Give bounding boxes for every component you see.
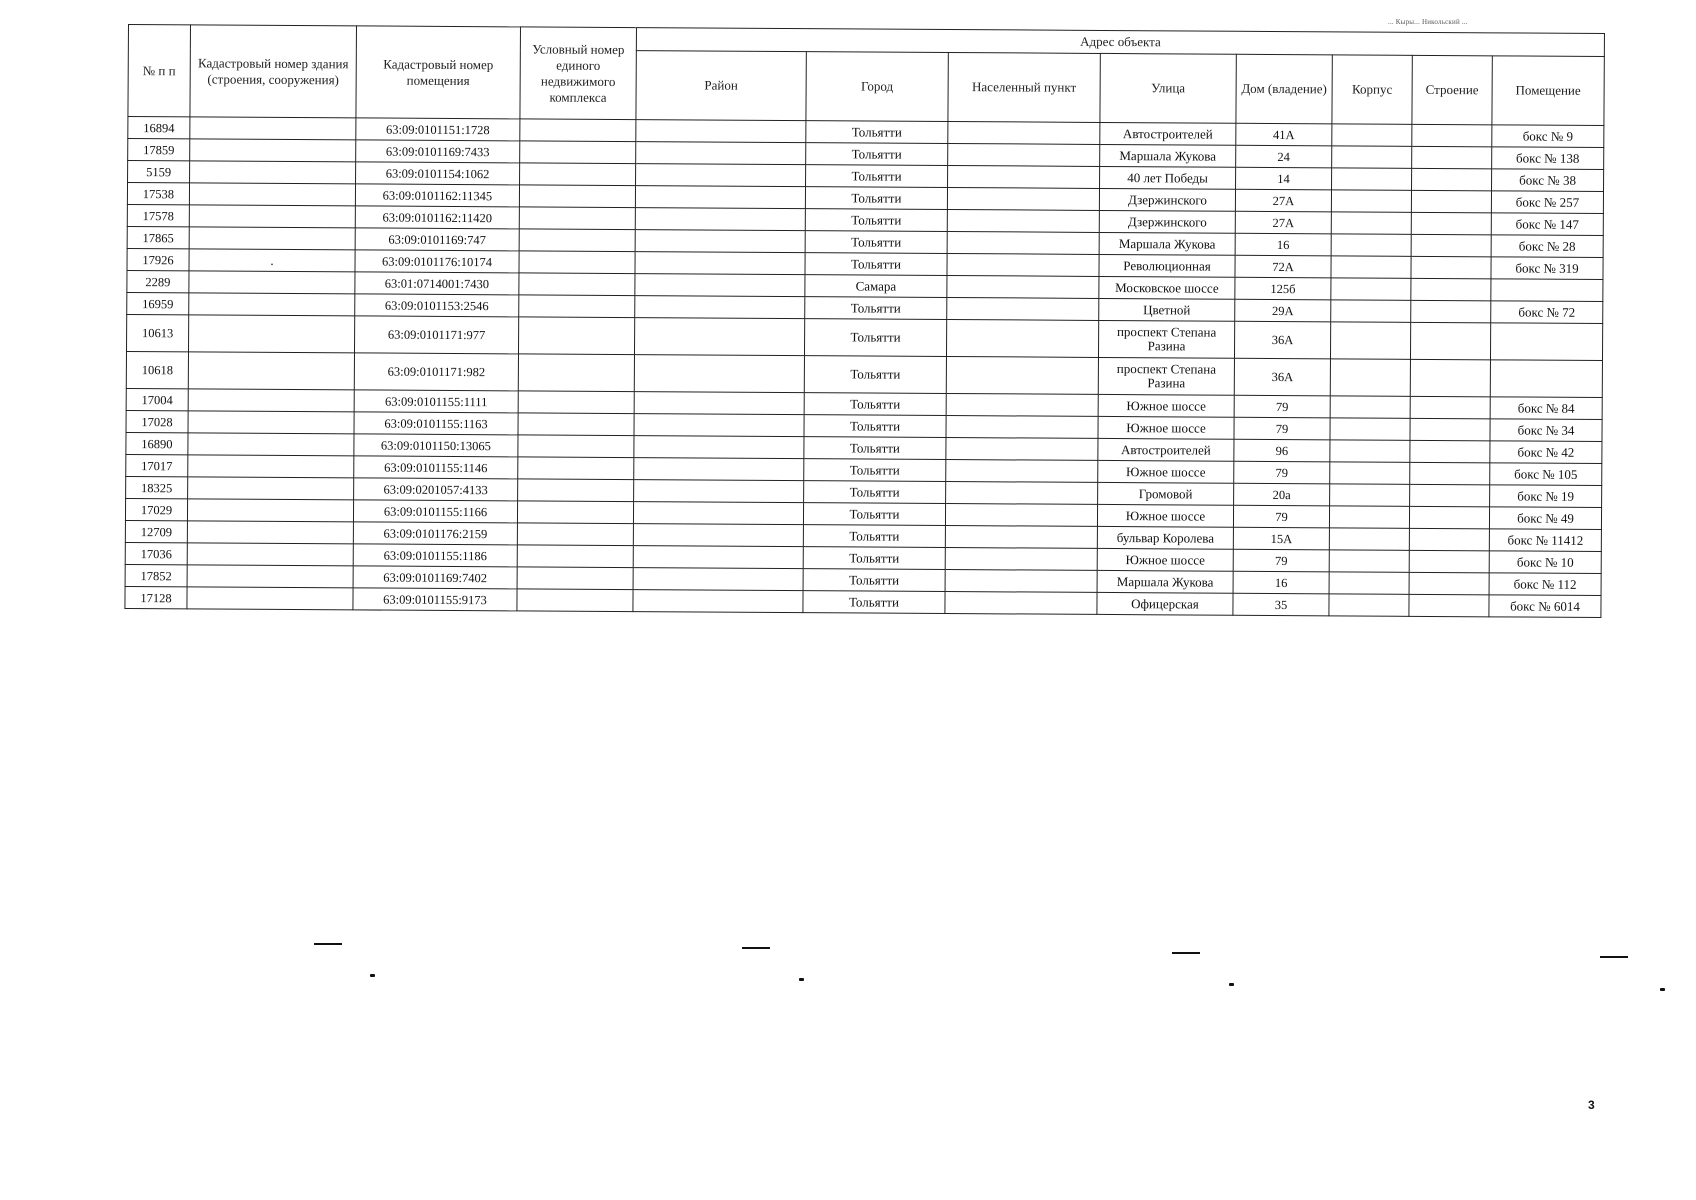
cell-conditional-number <box>518 435 634 458</box>
cell-house: 27А <box>1235 211 1331 234</box>
cell-district <box>633 546 803 569</box>
cell-building-cadastral <box>189 271 355 294</box>
cell-premises: бокс № 319 <box>1491 257 1603 280</box>
cell-city: Тольятти <box>806 121 948 144</box>
cell-city: Тольятти <box>804 393 946 416</box>
cell-house: 79 <box>1233 505 1329 528</box>
cell-conditional-number <box>519 207 635 230</box>
col-header-premises-cadastral: Кадастровый номер помещения <box>356 26 521 119</box>
cell-house: 79 <box>1234 461 1330 484</box>
table-body <box>125 117 1604 618</box>
cell-house: 16 <box>1235 233 1331 256</box>
cell-premises: бокс № 6014 <box>1489 595 1601 618</box>
cell-structure <box>1412 146 1492 168</box>
cell-locality <box>946 394 1098 417</box>
cell-structure <box>1409 528 1489 550</box>
cell-structure <box>1411 278 1491 300</box>
cell-premises: бокс № 112 <box>1489 573 1601 596</box>
cell-house: 72А <box>1235 255 1331 278</box>
cell-street: Автостроителей <box>1098 438 1234 461</box>
cell-street: Автостроителей <box>1100 122 1236 145</box>
cell-num: 16894 <box>128 117 190 139</box>
cell-city: Тольятти <box>804 319 946 357</box>
cell-house: 27А <box>1235 189 1331 212</box>
col-header-street: Улица <box>1100 53 1236 123</box>
cell-structure <box>1410 396 1490 418</box>
cell-korpus <box>1332 124 1412 146</box>
cell-conditional-number <box>519 295 635 318</box>
cell-district <box>633 524 803 547</box>
cell-locality <box>945 504 1097 527</box>
cell-locality <box>947 210 1099 233</box>
cell-city: Тольятти <box>806 165 948 188</box>
cell-structure <box>1410 462 1490 484</box>
cell-district <box>633 590 803 613</box>
page-number: 3 <box>1588 1098 1595 1112</box>
cell-locality <box>947 276 1099 299</box>
col-header-structure: Строение <box>1412 55 1492 124</box>
cell-num: 17859 <box>128 139 190 161</box>
cell-premises-cadastral: 63:09:0101162:11420 <box>355 206 519 229</box>
cell-conditional-number <box>518 391 634 414</box>
cell-korpus <box>1331 256 1411 278</box>
scanned-page <box>124 24 1604 618</box>
cell-house: 14 <box>1236 167 1332 190</box>
cell-premises: бокс № 138 <box>1492 147 1604 170</box>
cell-korpus <box>1331 278 1411 300</box>
cell-premises <box>1491 279 1603 302</box>
cell-korpus <box>1329 550 1409 572</box>
cell-district <box>634 436 804 459</box>
cell-house: 79 <box>1234 417 1330 440</box>
cell-building-cadastral: . <box>189 249 355 272</box>
cell-structure <box>1410 418 1490 440</box>
cell-district <box>635 230 805 253</box>
cell-num: 17017 <box>126 454 188 476</box>
cell-locality <box>947 298 1099 321</box>
cell-locality <box>945 570 1097 593</box>
cell-conditional-number <box>517 589 633 612</box>
cell-street: 40 лет Победы <box>1100 166 1236 189</box>
cell-street: Южное шоссе <box>1097 504 1233 527</box>
cell-conditional-number <box>519 273 635 296</box>
cell-locality <box>948 122 1100 145</box>
col-header-num: № п п <box>128 25 191 117</box>
cell-locality <box>945 548 1097 571</box>
cell-conditional-number <box>518 413 634 436</box>
cell-building-cadastral <box>190 139 356 162</box>
cell-num: 17852 <box>125 564 187 586</box>
cell-korpus <box>1329 572 1409 594</box>
cell-house: 125б <box>1235 277 1331 300</box>
cell-district <box>636 120 806 143</box>
cell-korpus <box>1332 168 1412 190</box>
cell-locality <box>947 232 1099 255</box>
col-header-district: Район <box>636 51 806 121</box>
cell-district <box>634 392 804 415</box>
scan-artifact-dot <box>1660 988 1665 991</box>
scan-artifact-dash <box>1600 956 1628 958</box>
cell-street: Маршала Жукова <box>1097 570 1233 593</box>
cell-district <box>635 296 805 319</box>
scan-artifact-dash <box>742 947 770 949</box>
cell-premises: бокс № 49 <box>1489 507 1601 530</box>
cell-city: Самара <box>805 275 947 298</box>
cell-building-cadastral <box>187 543 353 566</box>
cell-city: Тольятти <box>805 187 947 210</box>
cell-korpus <box>1331 300 1411 322</box>
cell-city: Тольятти <box>805 231 947 254</box>
cell-premises: бокс № 105 <box>1490 463 1602 486</box>
cell-structure <box>1412 168 1492 190</box>
cell-premises-cadastral: 63:09:0101153:2546 <box>355 294 519 317</box>
cell-building-cadastral <box>189 227 355 250</box>
cell-district <box>634 458 804 481</box>
cell-num: 17865 <box>127 226 189 248</box>
cell-house: 24 <box>1236 145 1332 168</box>
cell-premises: бокс № 42 <box>1490 441 1602 464</box>
cell-building-cadastral <box>187 565 353 588</box>
cell-premises-cadastral: 63:09:0101169:7402 <box>353 566 517 589</box>
cell-num: 17028 <box>126 410 188 432</box>
cell-conditional-number <box>517 523 633 546</box>
cell-premises: бокс № 38 <box>1492 169 1604 192</box>
cell-num: 16959 <box>127 292 189 314</box>
col-header-korpus: Корпус <box>1332 55 1412 124</box>
cell-premises: бокс № 147 <box>1491 213 1603 236</box>
cell-building-cadastral <box>188 411 354 434</box>
cell-street: Революционная <box>1099 254 1235 277</box>
cell-korpus <box>1332 146 1412 168</box>
cell-city: Тольятти <box>803 591 945 614</box>
cell-building-cadastral <box>187 499 353 522</box>
cell-building-cadastral <box>188 433 354 456</box>
cell-korpus <box>1331 234 1411 256</box>
cell-building-cadastral <box>188 477 354 500</box>
cell-street: Южное шоссе <box>1098 416 1234 439</box>
cell-conditional-number <box>518 457 634 480</box>
cell-city: Тольятти <box>804 459 946 482</box>
cell-street: Южное шоссе <box>1098 394 1234 417</box>
cell-korpus <box>1330 359 1410 396</box>
cell-num: 16890 <box>126 432 188 454</box>
col-header-city: Город <box>806 52 948 122</box>
cell-city: Тольятти <box>804 415 946 438</box>
cell-building-cadastral <box>190 161 356 184</box>
header-note: ... Кыры... Никольский ... <box>1388 18 1468 26</box>
cell-house: 41А <box>1236 123 1332 146</box>
cell-building-cadastral <box>189 183 355 206</box>
cell-premises-cadastral: 63:09:0101155:1186 <box>353 544 517 567</box>
cell-street: Маршала Жукова <box>1099 232 1235 255</box>
col-header-conditional-number: Условный номер единого недвижимого комплекса <box>520 27 637 120</box>
cell-street: Офицерская <box>1097 592 1233 615</box>
cell-korpus <box>1330 418 1410 440</box>
cell-premises-cadastral: 63:09:0101171:977 <box>354 316 518 354</box>
cell-korpus <box>1330 462 1410 484</box>
cell-street: Маршала Жукова <box>1100 144 1236 167</box>
cell-premises: бокс № 34 <box>1490 419 1602 442</box>
cell-structure <box>1411 300 1491 322</box>
cell-city: Тольятти <box>803 547 945 570</box>
cell-num: 18325 <box>126 476 188 498</box>
cell-num: 17029 <box>125 498 187 520</box>
col-header-address-group: Адрес объекта <box>636 28 1604 57</box>
cell-korpus <box>1330 396 1410 418</box>
cell-conditional-number <box>519 229 635 252</box>
cell-street: проспект Степана Разина <box>1098 357 1234 395</box>
cell-building-cadastral <box>189 293 355 316</box>
cell-structure <box>1410 484 1490 506</box>
cell-locality <box>946 438 1098 461</box>
scan-artifact-dash <box>1172 952 1200 954</box>
cell-premises-cadastral: 63:09:0101155:9173 <box>353 588 517 611</box>
cell-building-cadastral <box>188 389 354 412</box>
cell-street: Дзержинского <box>1099 188 1235 211</box>
cell-city: Тольятти <box>806 143 948 166</box>
cell-structure <box>1409 550 1489 572</box>
cell-premises-cadastral: 63:09:0101169:747 <box>355 228 519 251</box>
cell-locality <box>947 254 1099 277</box>
cell-district <box>635 208 805 231</box>
cell-num: 17036 <box>125 542 187 564</box>
cell-premises-cadastral: 63:09:0101176:2159 <box>353 522 517 545</box>
cell-korpus <box>1331 212 1411 234</box>
cell-city: Тольятти <box>803 525 945 548</box>
cell-building-cadastral <box>188 315 354 353</box>
cell-locality <box>945 592 1097 615</box>
cell-locality <box>946 416 1098 439</box>
cell-district <box>634 355 804 393</box>
cell-premises-cadastral: 63:09:0101155:1163 <box>354 412 518 435</box>
cell-city: Тольятти <box>805 297 947 320</box>
cell-premises: бокс № 19 <box>1490 485 1602 508</box>
cell-city: Тольятти <box>804 437 946 460</box>
cell-num: 17578 <box>127 204 189 226</box>
cell-premises-cadastral: 63:09:0101150:13065 <box>354 434 518 457</box>
cell-premises: бокс № 28 <box>1491 235 1603 258</box>
cell-street: Южное шоссе <box>1097 548 1233 571</box>
cell-premises-cadastral: 63:09:0101155:1111 <box>354 390 518 413</box>
cell-num: 12709 <box>125 520 187 542</box>
cell-conditional-number <box>518 354 634 392</box>
cell-district <box>635 252 805 275</box>
cell-structure <box>1411 256 1491 278</box>
cell-locality <box>946 460 1098 483</box>
cell-building-cadastral <box>188 352 354 390</box>
cell-building-cadastral <box>190 117 356 140</box>
cell-city: Тольятти <box>803 569 945 592</box>
cell-house: 29А <box>1235 299 1331 322</box>
cell-house: 79 <box>1234 395 1330 418</box>
cell-structure <box>1410 359 1490 396</box>
cell-premises: бокс № 11412 <box>1489 529 1601 552</box>
cell-structure <box>1409 572 1489 594</box>
cell-locality <box>946 482 1098 505</box>
cell-structure <box>1410 322 1490 359</box>
scan-artifact-dot <box>1229 983 1234 986</box>
cell-city: Тольятти <box>805 209 947 232</box>
cell-house: 35 <box>1233 593 1329 616</box>
cell-street: Южное шоссе <box>1098 460 1234 483</box>
col-header-building-cadastral: Кадастровый номер здания (строения, сооружения) <box>190 25 357 118</box>
cell-city: Тольятти <box>804 356 946 394</box>
cell-city: Тольятти <box>805 253 947 276</box>
cell-conditional-number <box>520 163 636 186</box>
cell-premises: бокс № 9 <box>1492 125 1604 148</box>
cell-premises <box>1490 323 1602 361</box>
cell-house: 15А <box>1233 527 1329 550</box>
cell-premises-cadastral: 63:09:0101171:982 <box>354 353 518 391</box>
cell-city: Тольятти <box>803 503 945 526</box>
cell-conditional-number <box>517 545 633 568</box>
cell-conditional-number <box>519 185 635 208</box>
cell-num: 5159 <box>128 161 190 183</box>
cell-street: Дзержинского <box>1099 210 1235 233</box>
cell-premises-cadastral: 63:09:0101154:1062 <box>356 162 520 185</box>
cell-street: проспект Степана Разина <box>1098 320 1234 358</box>
cell-street: Громовой <box>1098 482 1234 505</box>
cell-conditional-number <box>520 141 636 164</box>
cell-structure <box>1412 124 1492 146</box>
cell-korpus <box>1330 440 1410 462</box>
cell-locality <box>947 188 1099 211</box>
cell-structure <box>1409 594 1489 616</box>
cell-house: 16 <box>1233 571 1329 594</box>
cell-structure <box>1411 212 1491 234</box>
cell-num: 17004 <box>126 388 188 410</box>
cell-korpus <box>1330 484 1410 506</box>
cell-street: Московское шоссе <box>1099 276 1235 299</box>
cell-premises-cadastral: 63:09:0201057:4133 <box>354 478 518 501</box>
cell-premises-cadastral: 63:09:0101155:1166 <box>353 500 517 523</box>
cell-korpus <box>1331 190 1411 212</box>
cell-premises: бокс № 10 <box>1489 551 1601 574</box>
cell-premises-cadastral: 63:09:0101176:10174 <box>355 250 519 273</box>
cell-korpus <box>1329 506 1409 528</box>
cell-district <box>635 186 805 209</box>
cell-locality <box>946 357 1098 395</box>
cell-district <box>634 480 804 503</box>
cell-structure <box>1410 440 1490 462</box>
cell-conditional-number <box>518 317 634 355</box>
scan-artifact-dot <box>370 974 375 977</box>
col-header-house: Дом (владение) <box>1236 54 1332 124</box>
scan-artifact-dash <box>314 943 342 945</box>
cell-street: Цветной <box>1099 298 1235 321</box>
cell-city: Тольятти <box>804 481 946 504</box>
cell-locality <box>945 526 1097 549</box>
cell-house: 36А <box>1234 321 1330 359</box>
cell-premises-cadastral: 63:09:0101162:11345 <box>355 184 519 207</box>
cell-district <box>633 568 803 591</box>
cell-num: 17926 <box>127 248 189 270</box>
cell-num: 10613 <box>126 314 188 351</box>
cell-structure <box>1411 234 1491 256</box>
cell-conditional-number <box>520 119 636 142</box>
cell-conditional-number <box>519 251 635 274</box>
cell-premises-cadastral: 63:09:0101151:1728 <box>356 118 520 141</box>
cell-district <box>636 164 806 187</box>
cell-premises <box>1490 360 1602 398</box>
cell-district <box>634 318 804 356</box>
cell-num: 10618 <box>126 351 188 388</box>
cell-num: 2289 <box>127 270 189 292</box>
cell-district <box>635 274 805 297</box>
cell-premises-cadastral: 63:01:0714001:7430 <box>355 272 519 295</box>
cell-district <box>633 502 803 525</box>
cell-street: бульвар Королева <box>1097 526 1233 549</box>
cell-premises: бокс № 84 <box>1490 397 1602 420</box>
cell-district <box>634 414 804 437</box>
cell-premises: бокс № 72 <box>1491 301 1603 324</box>
objects-table <box>124 24 1605 618</box>
cell-premises-cadastral: 63:09:0101169:7433 <box>356 140 520 163</box>
cell-conditional-number <box>517 567 633 590</box>
cell-district <box>636 142 806 165</box>
cell-locality <box>948 166 1100 189</box>
cell-num: 17538 <box>127 183 189 205</box>
cell-house: 20а <box>1234 483 1330 506</box>
cell-conditional-number <box>517 501 633 524</box>
cell-locality <box>946 320 1098 358</box>
cell-house: 79 <box>1233 549 1329 572</box>
cell-korpus <box>1329 594 1409 616</box>
cell-num: 17128 <box>125 586 187 608</box>
cell-building-cadastral <box>189 205 355 228</box>
cell-house: 96 <box>1234 439 1330 462</box>
cell-structure <box>1409 506 1489 528</box>
cell-building-cadastral <box>187 521 353 544</box>
col-header-locality: Населенный пункт <box>948 53 1100 123</box>
cell-structure <box>1411 190 1491 212</box>
cell-conditional-number <box>518 479 634 502</box>
cell-building-cadastral <box>187 587 353 610</box>
scan-artifact-dot <box>799 978 804 981</box>
cell-premises-cadastral: 63:09:0101155:1146 <box>354 456 518 479</box>
cell-locality <box>948 144 1100 167</box>
cell-korpus <box>1329 528 1409 550</box>
cell-korpus <box>1330 322 1410 359</box>
col-header-premises: Помещение <box>1492 56 1604 126</box>
cell-building-cadastral <box>188 455 354 478</box>
cell-house: 36А <box>1234 358 1330 396</box>
cell-premises: бокс № 257 <box>1491 191 1603 214</box>
